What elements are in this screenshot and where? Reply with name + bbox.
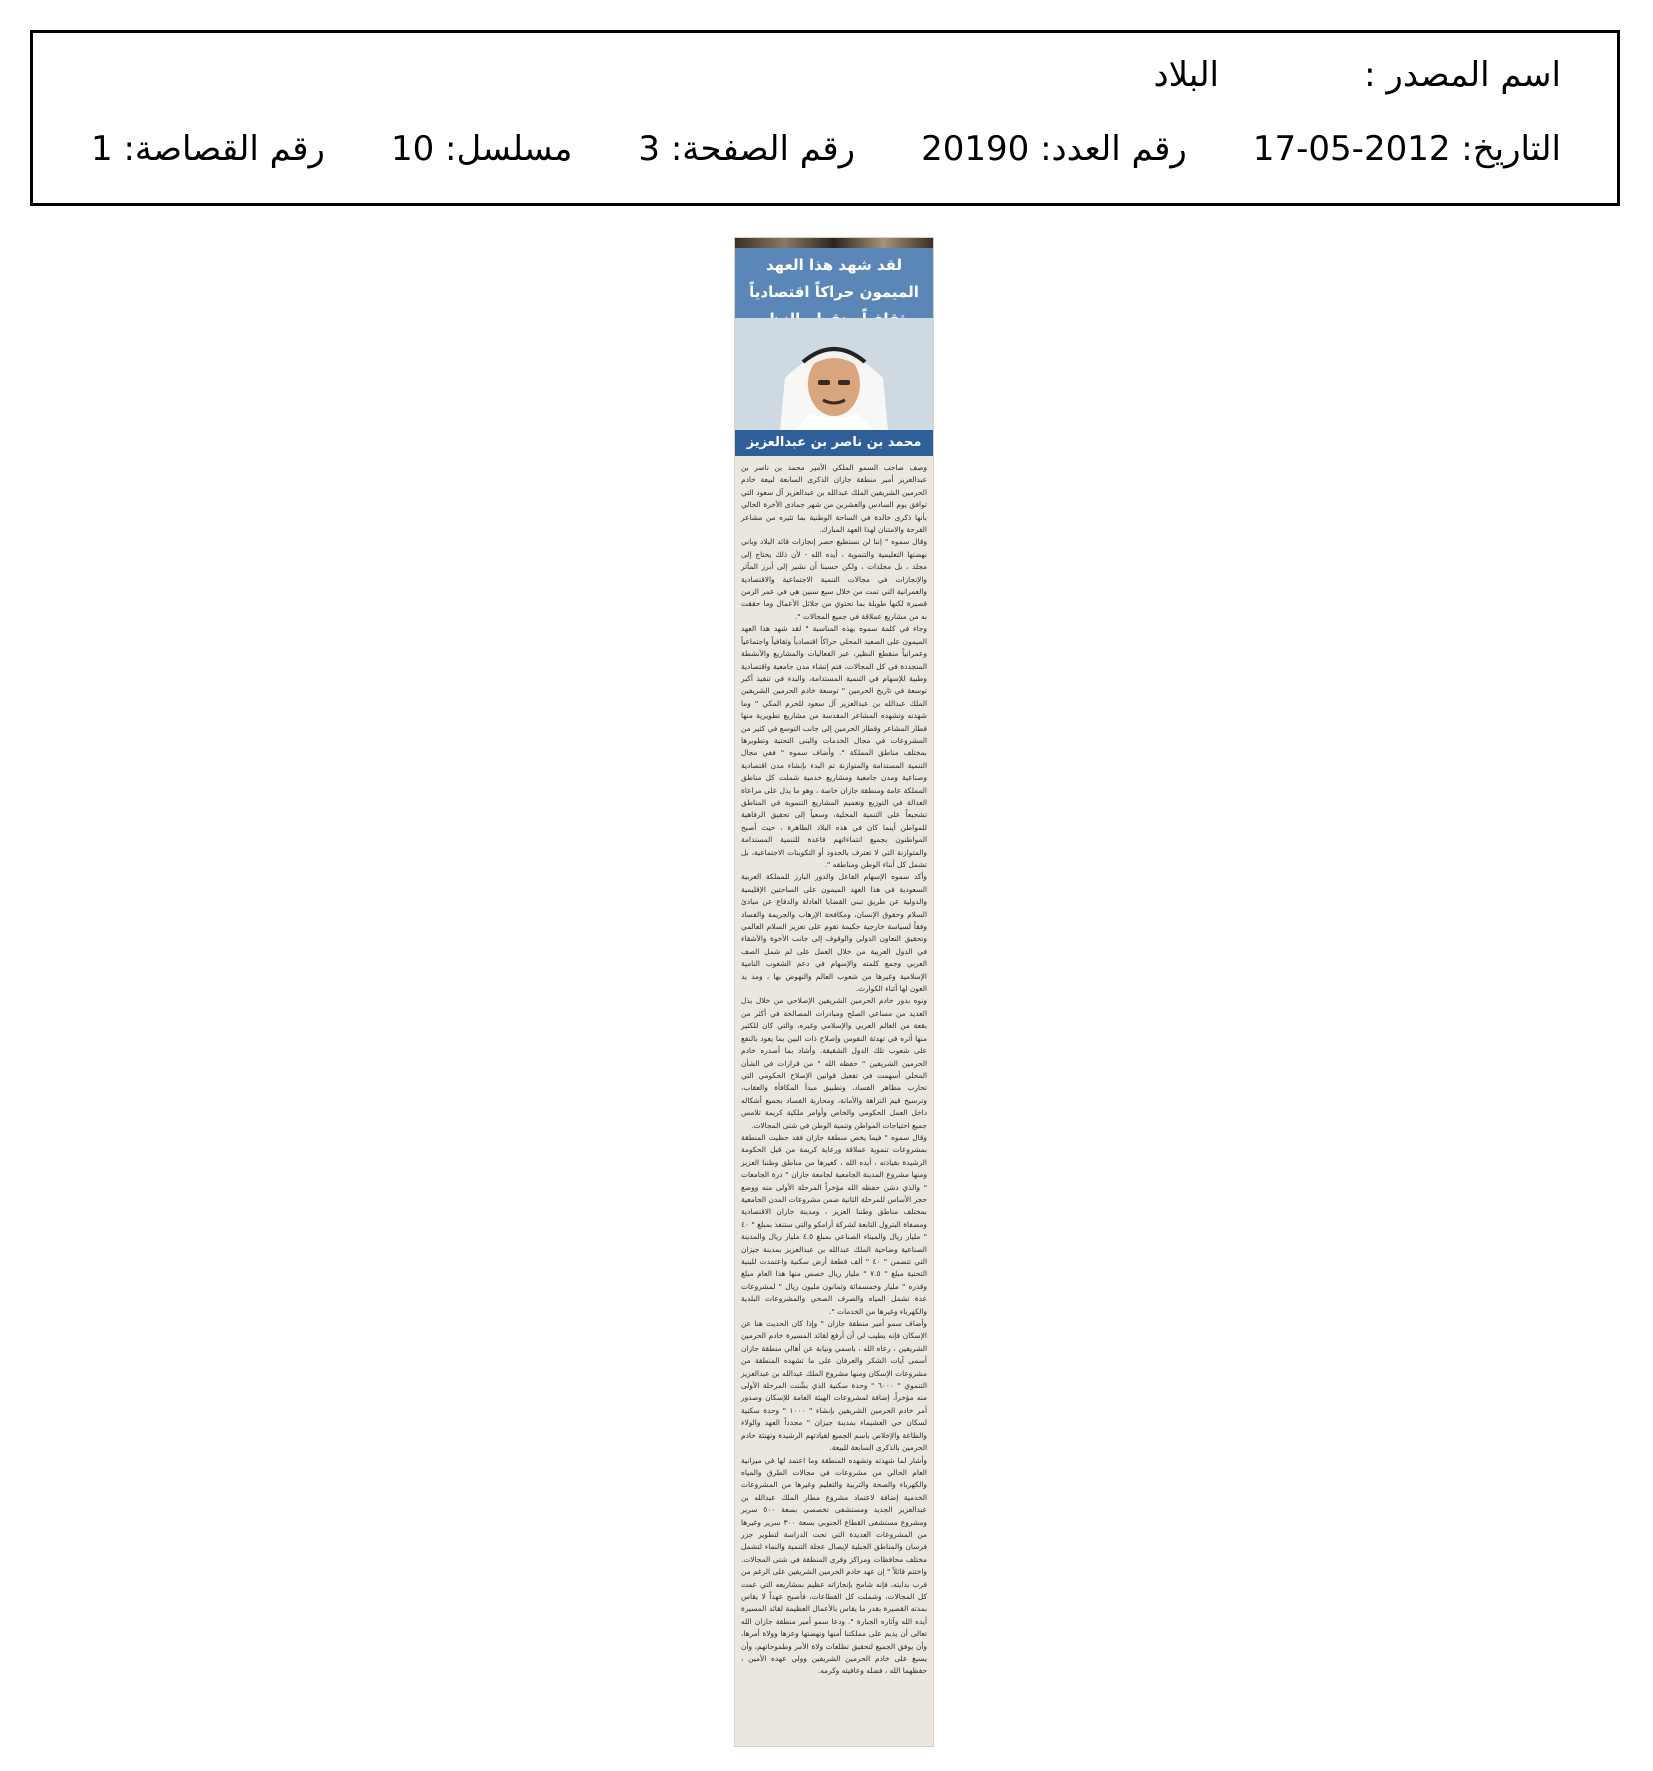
article-paragraph: وأشار لما شهدته وتشهده المنطقة وما اعتمد لها في ميزانية العام الحالي من مشروعات في مجالات الطرق والمياه والكهرباء والصحة والتربية والتعليم وغيرها من المشروعات الخدمية إضافة لاعتماد مشروع مطار الملك عبدالله بن عبدالعزيز الجديد ومستشفى تخصصي بسعة ٥٠٠ سرير ومشروع مستشفى القطاع الجنوبي بسعة ٣٠٠ سرير وغيرها من المشروعات العديدة التي تحت الدراسة لتطوير جزر فرسان والمناطق الجبلية لإيصال عجلة التنمية والنماء لتشمل مختلف محافظات ومراكز وقرى المنطقة في شتى المجالات. واختتم قائلاً " إن عهد خادم الحرمين الشريفين على الرغم من قرب بدايته، فإنه شامخ بإنجازاته عظيم بمشاريعه التي عمت كل المجالات، وشملت كل القطاعات، فأصبح عهداً لا يقاس بمدته القصيرة بقدر ما يقاس بالأعمال العظيمة لقائد المسيرة أيده الله وآثاره الجبارة ". ودعا سمو أمير منطقة جازان الله تعالى أن يديم على مملكتنا أمنها ونهضتها وعزها وولاة أمرها، وأن يوفق الجميع لتحقيق تطلعات ولاة الأمر وطموحاتهم، وأن يسبغ على خادم الحرمين الشريفين وولي عهده الأمين ، حفظهما الله ، فضله وعافيته وكرمه. <box>741 1455 927 1676</box>
date-field: التاريخ: 2012-05-17 <box>1252 129 1561 169</box>
article-paragraph: وأكد سموه الإسهام الفاعل والدور البارز للمملكة العربية السعودية في هذا العهد الميمون على الساحتين الإقليمية والدولية عن طريق تبني القضايا العادلة والدفاع عن مبادئ السلام وحقوق الإنسان، ومكافحة الإرهاب والجريمة والفساد وفقاً لسياسة خارجية حكيمة تقوم على تعزيز السلام العالمي وتحقيق التعاون الدولي والوقوف إلى جانب الأخوة والأشقاء في الدول العربية من خلال العمل على لم شمل الصف العربي وجمع كلمته والإسهام في دعم الشعوب النامية الإسلامية وغيرها من شعوب العالم والنهوض بها ، ومد يد العون لها أثناء الكوارث. <box>741 872 927 994</box>
article-paragraph: وصف صاحب السمو الملكي الأمير محمد بن ناصر بن عبدالعزيز أمير منطقة جازان الذكرى السابعة لبيعة خادم الحرمين الشريفين الملك عبدالله بن عبدالعزيز آل سعود التي توافق يوم السادس والعشرين من شهر جمادى الأخرة الحالي بأنها ذكرى خالدة في الساحة الوطنية بما تثيره من مشاعر الفرحة والامتنان لهذا العهد المبارك. <box>741 463 927 535</box>
photo-caption: محمد بن ناصر بن عبدالعزيز <box>735 430 933 456</box>
serial-field: مسلسل: 10 <box>390 129 573 169</box>
issue-number-field: رقم العدد: 20190 <box>921 129 1187 169</box>
metadata-row <box>91 129 1561 169</box>
clipping-number-field: رقم القصاصة: 1 <box>91 129 325 169</box>
metadata-header <box>30 30 1620 206</box>
article-paragraph: وأضاف سمو أمير منطقة جازان " وإذا كان الحديث هنا عن الإسكان فإنه يطيب لي أن أرفع لقائد المسيرة خادم الحرمين الشريفين ، رعاه الله ، باسمي ونيابة عن أهالي منطقة جازان أسمى آيات الشكر والعرفان على ما تشهده المنطقة من مشروعات الإسكان ومنها مشروع الملك عبدالله بن عبدالعزيز التنموي " ٦٠٠٠ " وحدة سكنية الذي بشّنت المرحلة الأولى منه مؤخراً، إضافة لمشروعات الهيئة العامة للإسكان وصدور أمر خادم الحرمين الشريفين بإنشاء " ١٠٠٠ " وحدة سكنية لسكان حي العشيماء بمدينة جيزان " مجدداً العهد والولاء والطاعة والإخلاص باسم الجميع لقيادتهم الرشيدة وتهنئة خادم الحرمين بالذكرى السابعة للبيعة. <box>741 1319 927 1453</box>
article-paragraph: ونوه بدور خادم الحرمين الشريفين الإصلاحي من خلال بذل العديد من مساعي الصلح ومبادرات المصالحة في أكثر من بقعة من العالم العربي والإسلامي وغيره، والتي كان للكثير منها أثره في تهدئة النفوس وإصلاح ذات البين بما يعود بالنفع على شعوب تلك الدول الشقيقة. وأشاد بما أصدره خادم الحرمين الشريفين " حفظه الله " من قرارات في الشأن المحلي أسهمت في تفعيل قوانين الإصلاح الحكومي التي تحارب مظاهر الفساد، وتطبيق مبدأ المكافأة والعقاب، وترسيخ قيم النزاهة والأمانة، ومحاربة الفساد بجميع أشكاله داخل العمل الحكومي والخاص وأوامر ملكية كريمة تلامس جميع احتياجات المواطن وتنمية الوطن في شتى المجالات. <box>741 996 927 1130</box>
article-body <box>735 456 933 1684</box>
article-paragraph: وقال سموه " إننا لن نستطيع حصر إنجازات قائد البلاد وباني نهضتها التعليمية والتنموية ، أيده الله - لأن ذلك يحتاج إلى مجلد ، بل مجلدات ، ولكن حسبنا أن نشير إلى أبرز المآثر والإنجازات في مجالات التنمية الاجتماعية والاقتصادية والعمرانية التي تمت من خلال سبع سنين هي في عمر الزمن قصيرة لكنها طويلة بما تحتوي من جلائل الأعمال وما حققت به من مشاريع عملاقة في جميع المجالات ". <box>741 537 927 621</box>
article-paragraph: وجاء في كلمة سموه بهذه المناسبة " لقد شهد هذا العهد الميمون على الصعيد المحلي حراكاً اقتصادياً وثقافياً واجتماعياً وعمرانياً منقطع النظير، عبر الفعاليات والمشاريع والأنشطة المتجددة في كل المجالات، فتم إنشاء مدن جامعية واقتصادية وطبية للإسهام في التنمية المستدامة، والبدء في تنفيذ أكبر توسعة في تاريخ الحرمين " توسعة خادم الحرمين الشريفين الملك عبدالله بن عبدالعزيز آل سعود للحرم المكي " وما شهدته وتشهده المشاعر المقدسة من مشاريع تطويرية منها قطار المشاعر وقطار الحرمين إلى جانب التوسع في كثير من المشروعات في مجال الخدمات والبنى التحتية وتطويرها بمختلف مناطق المملكة ". وأضاف سموه " ففي مجال التنمية المستدامة والمتوازنة تم البدء بإنشاء مدن اقتصادية وصناعية ومدن جامعية ومشاريع خدمية شملت كل مناطق المملكة عامة ومنطقة جازان خاصة ، وهو ما يدل على مراعاة العدالة في التوزيع وتعميم المشاريع التنموية في المناطق تشجيعاً على التنمية المحلية، وسعياً إلى تحقيق الرفاهية للمواطن أينما كان في هذه البلاد الطاهرة ، حيث أصبح المواطنون بجميع انتماءاتهم قاعدة للتنمية المستدامة والمتوازنة التي لا تعترف بالحدود أو التكوينات الاجتماعية، بل تشمل كل أبناء الوطن ومناطقه ". <box>741 624 927 869</box>
source-value: البلاد <box>1153 55 1219 95</box>
article-headline: لقد شهد هذا العهد الميمون حراكاً اقتصادياً <box>735 248 933 318</box>
page-number-field: رقم الصفحة: 3 <box>638 129 856 169</box>
newspaper-clipping <box>734 237 934 1747</box>
clipping-top-strip <box>735 238 933 248</box>
portrait-illustration <box>735 318 933 430</box>
article-paragraph: وقال سموه " فيما يخص منطقة جازان فقد حظيت المنطقة بمشروعات تنموية عملاقة ورعاية كريمة من قبل الحكومة الرشيدة بقيادته ، أيده الله ، كغيرها من مناطق وطننا العزيز ومنها مشروع المدينة الجامعية لجامعة جازان " درة الجامعات " والذي دشن حفظه الله مؤخراً المرحلة الأولى منه ووضع حجر الأساس للمرحلة الثانية ضمن مشروعات المدن الجامعية بمختلف مناطق وطننا العزيز ، ومدينة جازان الاقتصادية ومصفاة البترول التابعة لشركة أرامكو والتي ستنفذ بمبلغ " ٤٠ " مليار ريال والميناء الصناعي بمبلغ ٤.٥ مليار ريال والمدينة الصناعية وضاحية الملك عبدالله بن عبدالعزيز بمدينة جيزان التي تتضمن " ٤٠ " ألف قطعة أرض سكنية واعتمدت للبنية التحتية مبلغ " ٧.٥ " مليار ريال خصص منها هذا العام مبلغ وقدره " مليار وخمسمائة وثمانون مليون ريال " لمشروعات عدة تشمل المياه والصرف الصحي والمشروعات البلدية والكهرباء وغيرها من الخدمات ". <box>741 1132 928 1316</box>
portrait-photo <box>735 318 933 430</box>
source-label: اسم المصدر : <box>1364 55 1561 95</box>
